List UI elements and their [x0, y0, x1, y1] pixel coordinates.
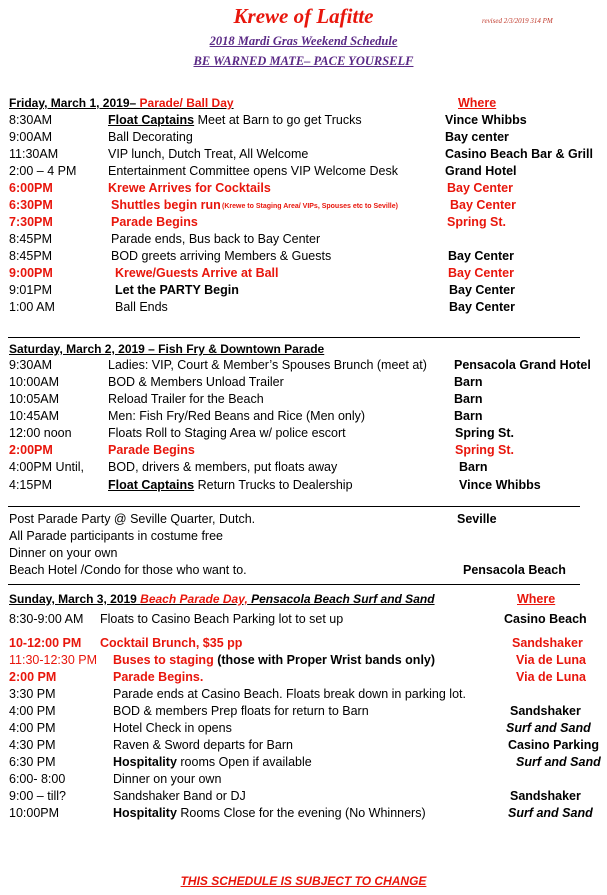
row-location: Casino Parking	[508, 738, 599, 752]
row-activity: Post Parade Party @ Seville Quarter, Dutch.	[9, 512, 256, 526]
schedule-row	[9, 180, 599, 197]
sunday-heading-theme: Beach Parade Day,	[140, 592, 248, 606]
sunday-where-header: Where	[517, 592, 556, 606]
row-activity: Raven & Sword departs for Barn	[113, 738, 293, 752]
schedule-row	[9, 112, 599, 129]
schedule-row	[9, 129, 599, 146]
saturday-heading: Saturday, March 2, 2019 – Fish Fry & Downtown Parade	[9, 342, 325, 356]
row-time: 4:00 PM	[9, 704, 56, 718]
schedule-row	[9, 788, 599, 805]
row-activity: BOD greets arriving Members & Guests	[111, 249, 332, 263]
row-location: Surf and Sand	[506, 721, 591, 735]
row-activity: Ball Decorating	[108, 130, 193, 144]
row-activity: Parade Begins	[111, 215, 198, 229]
friday-where-header: Where	[458, 96, 497, 110]
row-location: Grand Hotel	[445, 164, 517, 178]
schedule-row	[9, 425, 599, 442]
row-activity: Parade Begins.	[113, 670, 204, 684]
row-activity: Let the PARTY Begin	[115, 283, 239, 297]
row-location: Bay center	[445, 130, 509, 144]
friday-heading	[9, 96, 234, 110]
friday-heading-theme: Parade/ Ball Day	[139, 96, 234, 110]
sunday-heading	[9, 592, 435, 606]
warning-line: BE WARNED MATE– PACE YOURSELF	[193, 54, 414, 68]
schedule-row	[9, 686, 599, 703]
sunday-heading-date: Sunday, March 3, 2019	[9, 592, 141, 606]
row-emphasis: Float Captains	[108, 478, 195, 492]
row-time: 9:00 – till?	[9, 789, 66, 803]
schedule-row	[9, 754, 599, 771]
schedule-row	[9, 720, 599, 737]
row-location: Barn	[454, 392, 483, 406]
schedule-row	[9, 282, 599, 299]
row-activity-text: Rooms Close for the evening (No Whinners)	[176, 806, 426, 820]
row-location: Bay Center	[448, 249, 514, 263]
row-time: 10:00AM	[9, 375, 60, 389]
row-location: Surf and Sand	[516, 755, 601, 769]
row-location: Vince Whibbs	[445, 113, 527, 127]
row-time: 9:30AM	[9, 358, 53, 372]
row-time: 2:00 PM	[9, 670, 57, 684]
row-activity: Sandshaker Band or DJ	[113, 789, 246, 803]
row-activity: Men: Fish Fry/Red Beans and Rice (Men only)	[108, 409, 366, 423]
post-row	[9, 528, 599, 545]
schedule-row	[9, 248, 599, 265]
row-activity	[108, 477, 353, 494]
sunday-heading-place: Pensacola Beach Surf and Sand	[247, 592, 435, 606]
row-location: Sandshaker	[510, 704, 581, 718]
row-location: Pensacola Beach	[463, 563, 566, 577]
row-time: 8:30AM	[9, 113, 53, 127]
row-time: 4:30 PM	[9, 738, 56, 752]
row-activity-text: Buses to staging	[113, 653, 214, 667]
row-emphasis: Hospitality	[113, 806, 177, 820]
row-location: Spring St.	[455, 426, 515, 440]
row-location: Surf and Sand	[508, 806, 593, 820]
schedule-row	[9, 146, 599, 163]
row-location: Spring St.	[447, 215, 507, 229]
row-activity: BOD, drivers & members, put floats away	[108, 460, 338, 474]
row-activity: BOD & Members Unload Trailer	[108, 375, 284, 389]
row-location: Casino Beach	[504, 612, 587, 626]
row-location: Pensacola Grand Hotel	[454, 358, 591, 372]
row-activity: VIP lunch, Dutch Treat, All Welcome	[108, 147, 309, 161]
schedule-row	[9, 703, 599, 720]
row-activity: Cocktail Brunch, $35 pp	[100, 636, 243, 650]
row-activity: Parade ends, Bus back to Bay Center	[111, 232, 321, 246]
schedule-row	[9, 805, 599, 822]
row-emphasis: Hospitality	[113, 755, 177, 769]
schedule-row	[9, 163, 599, 180]
schedule-row	[9, 652, 599, 669]
schedule-row	[9, 771, 599, 788]
row-time: 11:30AM	[9, 147, 59, 161]
schedule-row	[9, 442, 599, 459]
row-activity-text: rooms Open if available	[176, 755, 312, 769]
row-time: 6:30PM	[9, 198, 53, 212]
schedule-row	[9, 459, 599, 476]
row-location: Casino Beach Bar & Grill	[445, 147, 593, 161]
row-activity: Beach Hotel /Condo for those who want to.	[9, 563, 247, 577]
row-time: 11:30-12:30 PM	[9, 653, 98, 667]
schedule-row	[9, 477, 599, 494]
post-row	[9, 562, 599, 579]
row-activity-note: (those with Proper Wrist bands only)	[213, 653, 436, 667]
row-activity: Krewe/Guests Arrive at Ball	[115, 266, 279, 280]
row-time: 6:00PM	[9, 181, 53, 195]
friday-heading-date: Friday, March 1, 2019–	[9, 96, 140, 110]
section-divider	[8, 584, 580, 585]
row-time: 9:00AM	[9, 130, 53, 144]
post-row	[9, 511, 599, 528]
row-activity: BOD & members Prep floats for return to Barn	[113, 704, 369, 718]
row-location: Seville	[457, 512, 497, 526]
section-divider	[8, 337, 580, 338]
schedule-row	[9, 299, 599, 316]
schedule-row	[9, 265, 599, 282]
section-divider	[8, 506, 580, 507]
row-activity: Dinner on your own	[113, 772, 222, 786]
row-activity	[108, 112, 362, 129]
row-time: 4:00PM Until,	[9, 460, 85, 474]
row-location: Barn	[454, 409, 483, 423]
row-location: Bay Center	[447, 181, 513, 195]
row-location: Bay Center	[449, 283, 515, 297]
row-location: Barn	[459, 460, 488, 474]
row-time: 10:00PM	[9, 806, 60, 820]
row-time: 6:30 PM	[9, 755, 56, 769]
row-location: Spring St.	[455, 443, 515, 457]
row-location: Via de Luna	[516, 653, 586, 667]
row-location: Bay Center	[448, 266, 514, 280]
row-activity	[113, 754, 312, 771]
row-time: 12:00 noon	[9, 426, 72, 440]
row-activity: Ball Ends	[115, 300, 168, 314]
revised-note: revised 2/3/2019 314 PM	[482, 17, 553, 25]
schedule-row	[9, 374, 599, 391]
row-activity-text: Return Trucks to Dealership	[194, 478, 353, 492]
schedule-row	[9, 737, 599, 754]
row-time: 8:45PM	[9, 249, 53, 263]
row-time: 2:00PM	[9, 443, 53, 457]
row-activity: Floats Roll to Staging Area w/ police escort	[108, 426, 346, 440]
row-time: 8:30-9:00 AM	[9, 612, 84, 626]
row-location: Barn	[454, 375, 483, 389]
row-activity: Shuttles begin run	[111, 198, 221, 212]
row-activity	[113, 805, 426, 822]
row-activity: Hotel Check in opens	[113, 721, 232, 735]
schedule-row	[9, 611, 599, 628]
row-activity	[113, 652, 435, 669]
schedule-row	[9, 669, 599, 686]
document-title: Krewe of Lafitte	[233, 4, 374, 28]
row-emphasis: Float Captains	[108, 113, 195, 127]
schedule-row	[9, 357, 599, 374]
row-time: 4:00 PM	[9, 721, 56, 735]
row-location: Bay Center	[450, 198, 516, 212]
row-time: 2:00 – 4 PM	[9, 164, 77, 178]
row-time: 7:30PM	[9, 215, 53, 229]
schedule-row	[9, 197, 599, 214]
schedule-subtitle: 2018 Mardi Gras Weekend Schedule	[209, 34, 398, 48]
schedule-row	[9, 408, 599, 425]
row-activity: All Parade participants in costume free	[9, 529, 223, 543]
row-location: Bay Center	[449, 300, 515, 314]
row-time: 1:00 AM	[9, 300, 55, 314]
row-time: 6:00- 8:00	[9, 772, 66, 786]
row-time: 9:01PM	[9, 283, 53, 297]
row-activity: Parade Begins	[108, 443, 195, 457]
schedule-row	[9, 635, 599, 652]
schedule-row	[9, 391, 599, 408]
row-activity: Dinner on your own	[9, 546, 118, 560]
row-time: 4:15PM	[9, 478, 53, 492]
row-activity: Krewe Arrives for Cocktails	[108, 181, 271, 195]
row-activity: Entertainment Committee opens VIP Welcome Desk	[108, 164, 398, 178]
row-location: Via de Luna	[516, 670, 586, 684]
row-activity: Floats to Casino Beach Parking lot to set up	[100, 612, 344, 626]
disclaimer-footer: THIS SCHEDULE IS SUBJECT TO CHANGE	[180, 874, 427, 888]
row-time: 10:45AM	[9, 409, 60, 423]
post-row	[9, 545, 599, 562]
row-location: Vince Whibbs	[459, 478, 541, 492]
schedule-row	[9, 231, 599, 248]
row-note: (Krewe to Staging Area/ VIPs, Spouses etc to Seville)	[222, 203, 398, 210]
row-location: Sandshaker	[512, 636, 583, 650]
row-time: 3:30 PM	[9, 687, 56, 701]
row-time: 10:05AM	[9, 392, 60, 406]
row-time: 9:00PM	[9, 266, 53, 280]
row-time: 10-12:00 PM	[9, 636, 82, 650]
row-location: Sandshaker	[510, 789, 581, 803]
row-activity: Parade ends at Casino Beach. Floats break down in parking lot.	[113, 687, 466, 701]
row-activity: Reload Trailer for the Beach	[108, 392, 264, 406]
row-activity-text: Meet at Barn to go get Trucks	[194, 113, 362, 127]
row-time: 8:45PM	[9, 232, 53, 246]
row-activity: Ladies: VIP, Court & Member’s Spouses Brunch (meet at)	[108, 358, 427, 372]
schedule-row	[9, 214, 599, 231]
